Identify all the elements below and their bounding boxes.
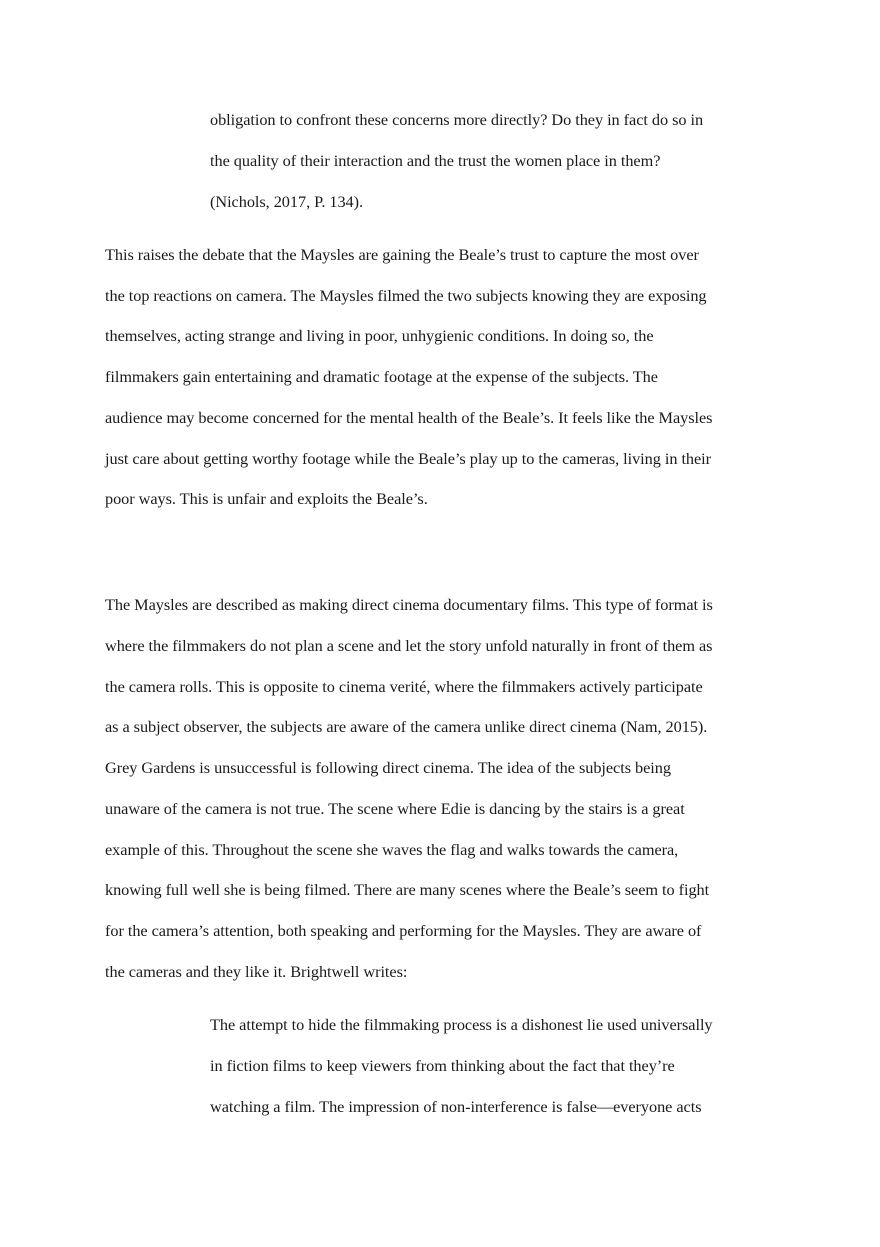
paragraph-line: audience may become concerned for the mental health of the Beale’s. It feels like the Maysles xyxy=(105,408,713,427)
paragraph-line: unaware of the camera is not true. The scene where Edie is dancing by the stairs is a great xyxy=(105,799,685,818)
paragraph-line: as a subject observer, the subjects are aware of the camera unlike direct cinema (Nam, 2015). xyxy=(105,717,708,736)
paragraph-line: themselves, acting strange and living in poor, unhygienic conditions. In doing so, the xyxy=(105,326,654,345)
quote-line: obligation to confront these concerns more directly? Do they in fact do so in xyxy=(210,110,704,129)
paragraph-line: the top reactions on camera. The Maysles filmed the two subjects knowing they are exposing xyxy=(105,286,707,305)
paragraph-line: filmmakers gain entertaining and dramatic footage at the expense of the subjects. The xyxy=(105,367,658,386)
quote-citation-line: (Nichols, 2017, P. 134). xyxy=(210,192,364,211)
paragraph-line: Grey Gardens is unsuccessful is following direct cinema. The idea of the subjects being xyxy=(105,758,671,777)
paragraph-line: the cameras and they like it. Brightwell writes: xyxy=(105,962,408,981)
paragraph-line: knowing full well she is being filmed. There are many scenes where the Beale’s seem to fight xyxy=(105,880,710,899)
quote-line: in fiction films to keep viewers from thinking about the fact that they’re xyxy=(210,1056,675,1075)
quote-line: watching a film. The impression of non-interference is false—everyone acts xyxy=(210,1097,702,1116)
paragraph-line: The Maysles are described as making direct cinema documentary films. This type of format is xyxy=(105,595,713,614)
quote-line: the quality of their interaction and the trust the women place in them? xyxy=(210,151,661,170)
paragraph-line: the camera rolls. This is opposite to cinema verité, where the filmmakers actively participate xyxy=(105,677,703,696)
quote-line: The attempt to hide the filmmaking process is a dishonest lie used universally xyxy=(210,1015,713,1034)
paragraph-line: where the filmmakers do not plan a scene and let the story unfold naturally in front of them as xyxy=(105,636,713,655)
paragraph-line: This raises the debate that the Maysles are gaining the Beale’s trust to capture the most over xyxy=(105,245,699,264)
paragraph-line: poor ways. This is unfair and exploits the Beale’s. xyxy=(105,489,428,508)
paragraph-line: for the camera’s attention, both speaking and performing for the Maysles. They are aware of xyxy=(105,921,702,940)
paragraph-line: example of this. Throughout the scene she waves the flag and walks towards the camera, xyxy=(105,840,679,859)
paragraph-line: just care about getting worthy footage while the Beale’s play up to the cameras, living in their xyxy=(105,449,712,468)
